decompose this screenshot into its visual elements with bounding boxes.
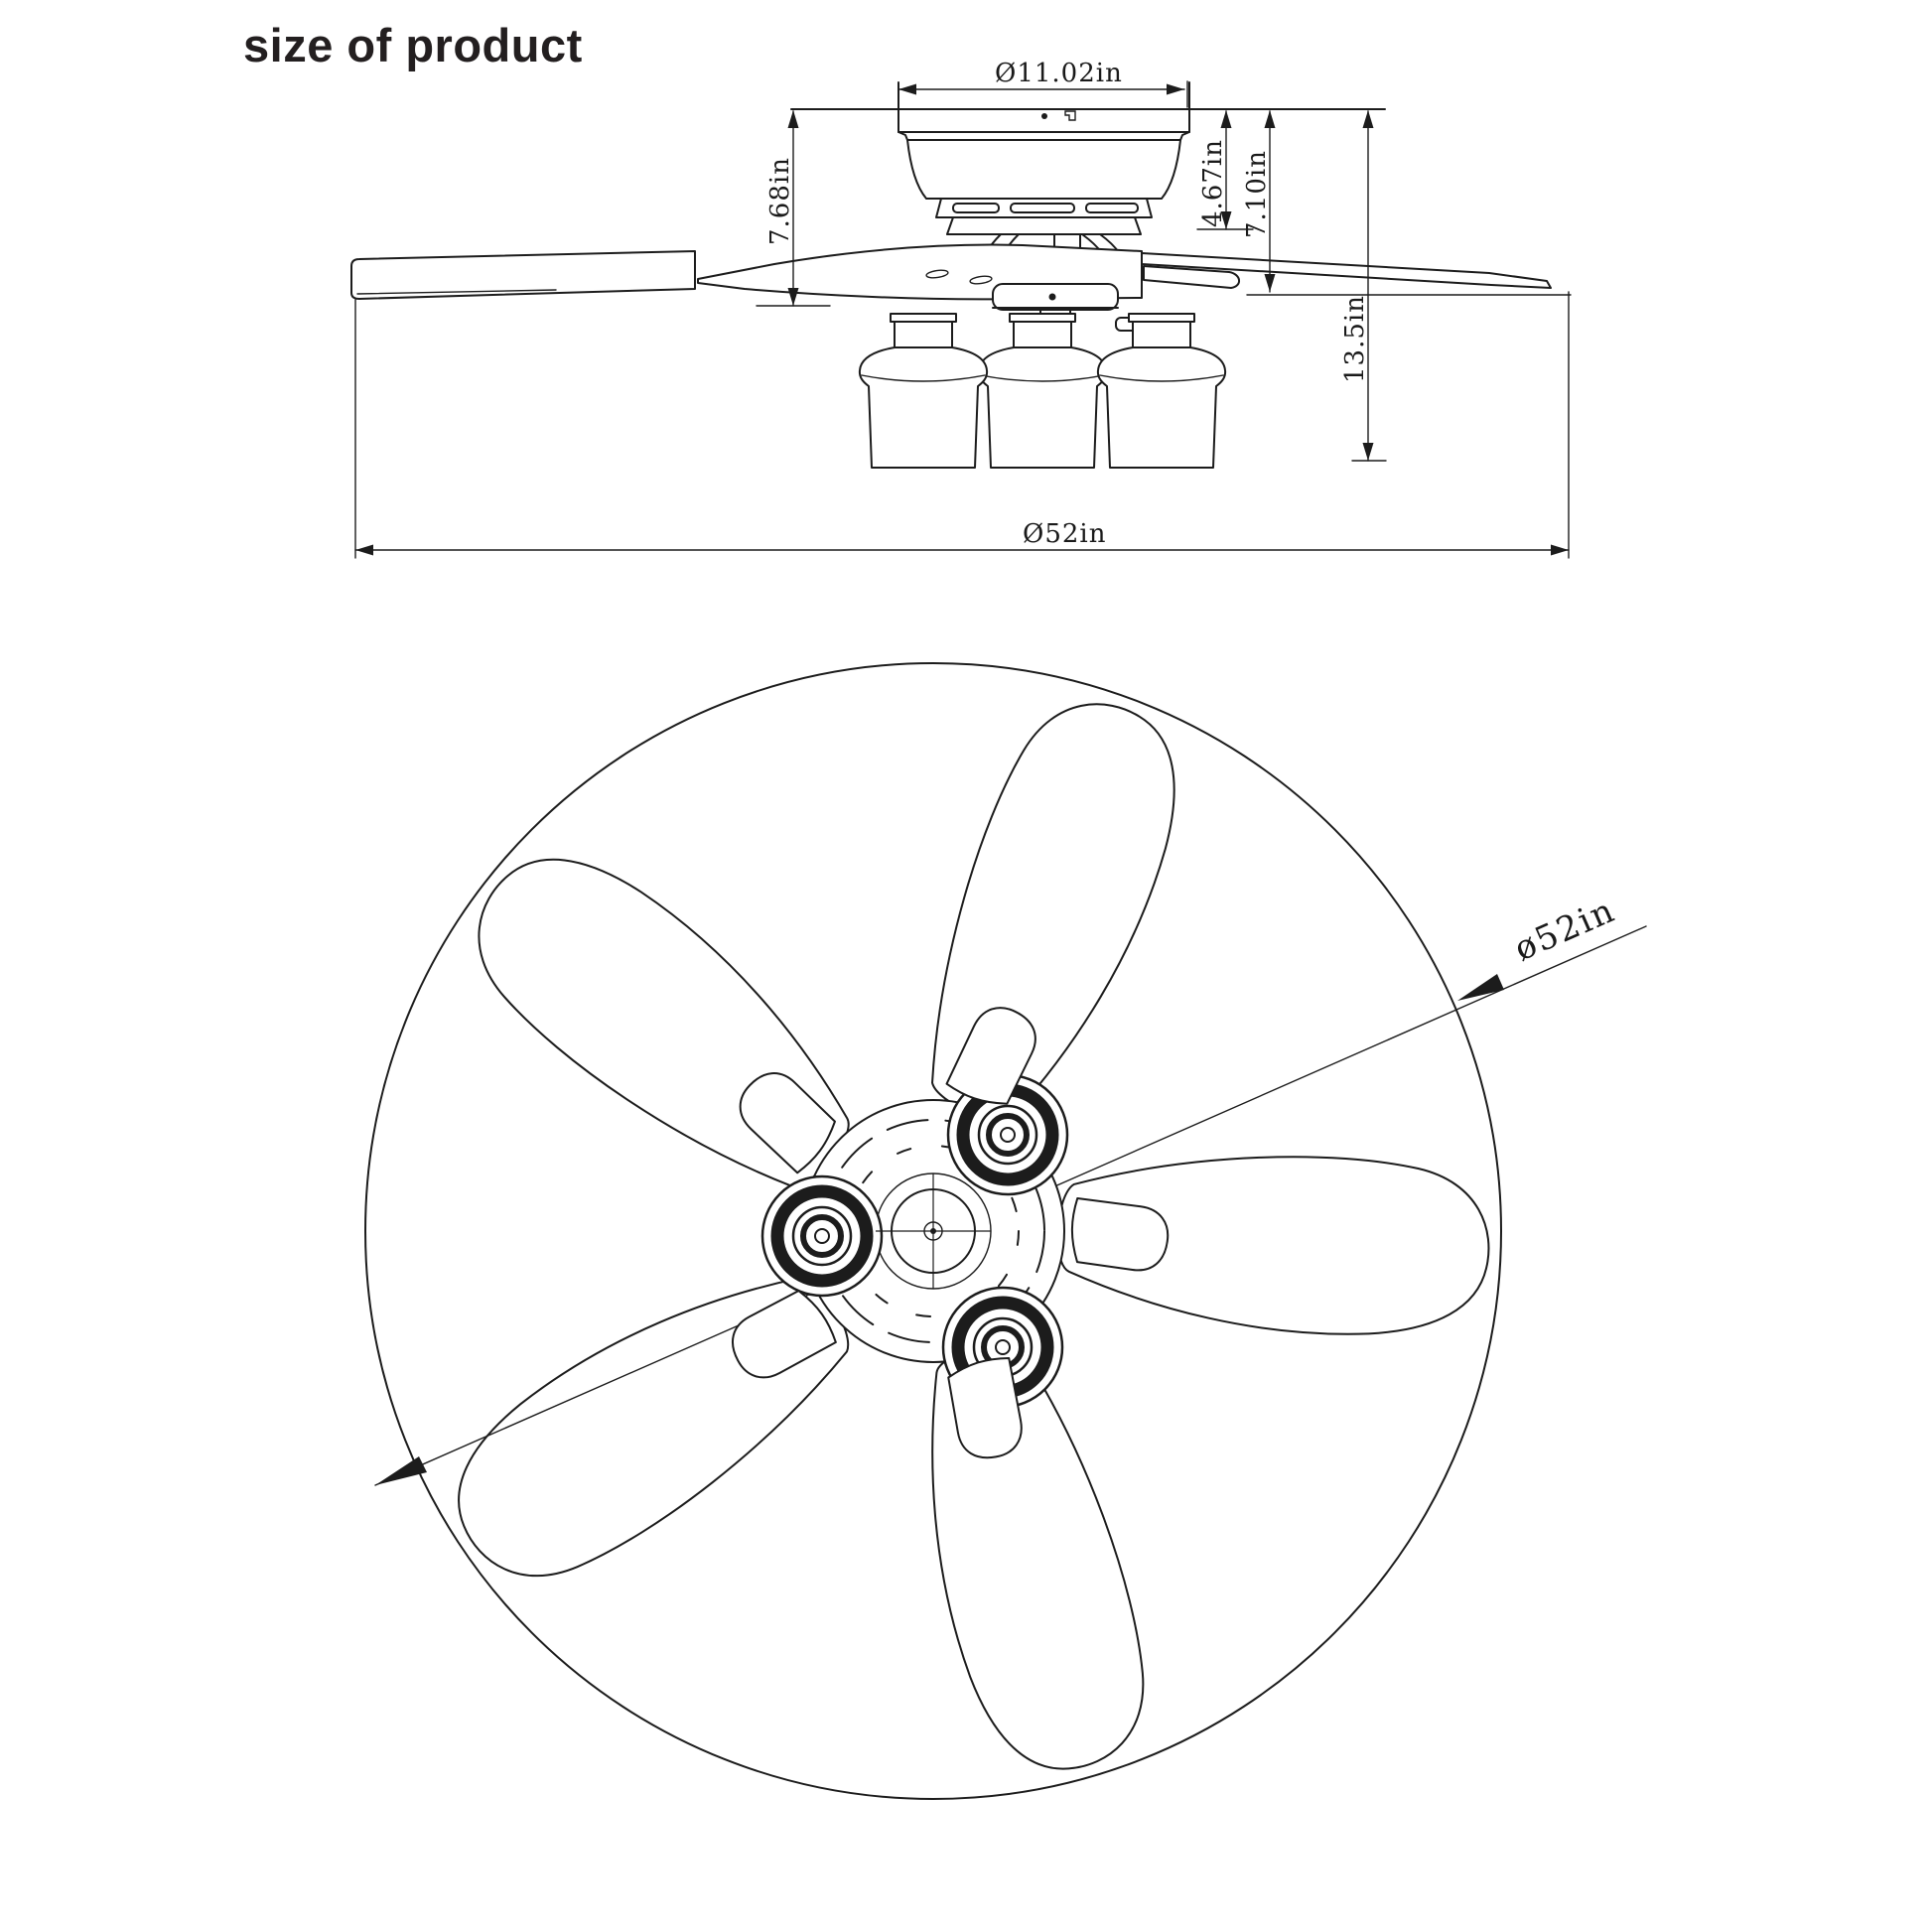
light-shade-left <box>860 314 987 468</box>
blade-right <box>1142 253 1551 288</box>
dim-sweep-side-label: Ø52in <box>1023 519 1107 549</box>
dim-7-10-label: 7.10in <box>1242 150 1272 238</box>
dim-canopy-diameter-label: Ø11.02in <box>995 59 1123 88</box>
page-title: size of product <box>243 19 583 71</box>
dim-sweep-plan-label: ø52in <box>1508 890 1622 970</box>
light-shade-right <box>1098 314 1225 468</box>
dim-4-67-label: 4.67in <box>1198 139 1228 227</box>
dimension-ceiling-to-light-bottom <box>1340 110 1386 461</box>
blade-plan-1 <box>894 679 1206 1145</box>
canopy-screw-dot <box>1041 113 1047 119</box>
canopy-clip-mark <box>1065 111 1075 120</box>
shade-plan-left <box>762 1176 882 1296</box>
mounting-flange <box>936 199 1152 234</box>
light-shade-middle <box>979 314 1106 468</box>
motor-housing <box>993 284 1118 310</box>
dimension-canopy-diameter <box>898 59 1187 107</box>
bottom-view <box>365 663 1646 1799</box>
blade-left <box>351 251 695 299</box>
dim-7-68-label: 7.68in <box>765 157 795 245</box>
side-view <box>351 59 1571 558</box>
dim-13-5-label: 13.5in <box>1340 295 1370 383</box>
canopy <box>898 82 1189 199</box>
